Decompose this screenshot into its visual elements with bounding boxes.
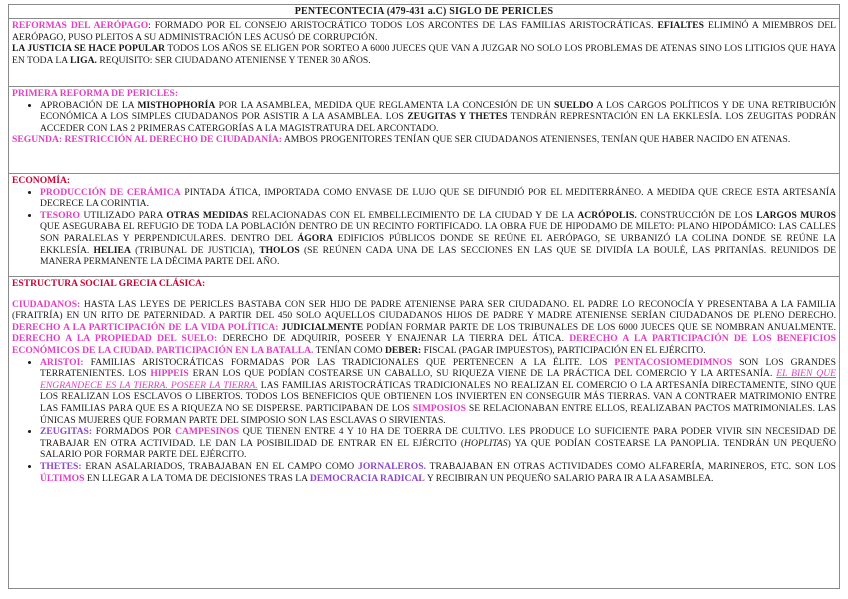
liga-term: LIGA.	[70, 54, 97, 66]
section-economia	[9, 174, 839, 277]
text: ERAN LOS QUE PODÍAN COSTEARSE UN CABALLO, SU RIQUEZA VIENE DE LA PRÁCTICA DEL COMERCIO Y LA ARTESANÍA.	[188, 368, 777, 380]
text: PODÍAN FORMAR PARTE DE LOS TRIBUNALES DE LOS 6000 JUECES QUE SE NOMBRAN ANUALMENTE.	[363, 321, 836, 333]
document-page	[8, 4, 840, 589]
list-item	[40, 210, 836, 268]
section-estructura-social	[9, 277, 839, 589]
tesoro-term: TESORO	[40, 209, 80, 221]
text: (TRIBUNAL DE JUSTICIA),	[130, 244, 260, 256]
misthophoria-term: MISTHOPHORÍA	[137, 99, 216, 111]
list-item	[40, 100, 836, 135]
justicia-paragraph	[12, 43, 836, 66]
otras-medidas-term: OTRAS MEDIDAS	[166, 209, 249, 221]
derecho-beneficios-term: DERECHO A LA PARTICIPACIÓN DE LOS BENEFICIOS ECONÓMICOS DE LA CIUDAD. PARTICIPACIÓN EN LA BATALLA.	[12, 333, 836, 356]
acropolis-term: ACRÓPOLIS.	[577, 209, 637, 221]
hippeis-term: HIPPEIS	[150, 368, 189, 380]
estructura-heading	[12, 278, 836, 290]
hoplitas-term: HOPLITAS	[464, 437, 508, 449]
text: TRABAJABAN EN OTRAS ACTIVIDADES COMO ALFARERÍA, MARINEROS, ETC. SON LOS	[426, 460, 837, 472]
zeugitas-thetes-term: ZEUGITAS Y THETES	[407, 111, 508, 123]
bien-tierra-quote: EL BIEN QUE ENGRANDECE ES LA TIERRA. POSEER LA TIERRA.	[40, 368, 836, 391]
text: REQUISITO: SER CIUDADANO ATENIENSE Y TENER 30 AÑOS.	[96, 54, 371, 66]
justicia-term: LA JUSTICIA SE HACE POPULAR	[12, 43, 166, 55]
text: DERECHO DE ADQUIRIR, POSEER Y ENAJENAR LA TIERRA DEL ÁTICA.	[217, 333, 570, 345]
text: FISCAL (PAGAR IMPUESTOS), PARTICIPACIÓN EN EL EJÉRCITO.	[421, 344, 706, 356]
text: SE RELACIONABAN ENTRE ELLOS, REALIZABAN PACTOS MATRIMONIALES. LAS ÚNICAS MUJERES QUE FORMAN PARTE DEL SIMPOSIO SON LAS ESCLAVAS O SIRVIENTAS.	[40, 402, 836, 426]
reformas-heading: REFORMAS DEL AERÓPAGO	[12, 20, 149, 31]
text: : FORMADO POR EL CONSEJO ARISTOCRÁTICO TODOS LOS ARCONTES DE LAS FAMILIAS ARISTOCRÁTICAS.	[148, 20, 658, 31]
ultimos-term: ÚLTIMOS	[40, 472, 85, 484]
list-item	[40, 357, 836, 427]
deber-term: DEBER:	[384, 344, 422, 356]
aristoi-term: ARISTOI:	[40, 356, 84, 368]
text: ) YA QUE PODÍAN COSTEARSE LA PANOPLIA. TENDRÁN UN PEQUEÑO SALARIO POR FORMAR PARTE DEL EJÉRCITO.	[40, 437, 836, 461]
text: SON LOS GRANDES TERRATENIENTES. LOS	[40, 356, 836, 380]
agora-term: ÁGORA	[297, 232, 334, 244]
list-item	[40, 187, 836, 210]
spacer	[12, 290, 836, 299]
text: POR LA ASAMBLEA, MEDIDA QUE REGLAMENTA LA CONCESIÓN DE UN	[215, 99, 554, 111]
text: HASTA LAS LEYES DE PERICLES BASTABA CON SER HIJO DE PADRE ATENIENSE PARA SER CIUDADANO. EL PADRE LO RECONOCÍA Y PRESENTABA A LA FAMILIA (FRAITRÍA) EN UN RITO DE PATERNIDAD. A PARTIR DEL 450 SOLO AQUELLOS CIUDADANOS HIJOS DE PADRE Y MADRE ATENIENSE SERÍAN CIUDADANOS DE PLENO DERECHO.	[12, 298, 836, 322]
text: AMBOS PROGENITORES TENÍAN QUE SER CIUDADANOS ATENIENSES, TENÍAN QUE HABER NACIDO EN ATENAS.	[282, 134, 791, 146]
text: UTILIZADO PARA	[80, 209, 167, 221]
text: ERAN ASALARIADOS, TRABAJABAN EN EL CAMPO COMO	[81, 460, 359, 472]
text: A LOS CARGOS POLÍTICOS Y DE UNA RETRIBUCIÓN ECONÓMICA A LOS SIMPLES CIUDADANOS POR ASISTIR A LA ASAMBLEA. LOS	[40, 99, 836, 123]
text: TENÍAN COMO	[313, 344, 385, 356]
text: LAS FAMILIAS ARISTOCRÁTICAS TRADICIONALES NO REALIZAN EL COMERCIO O LA ARTESANÍA DIRECTAMENTE, SINO QUE LOS REALIZAN LOS ESCLAVOS O LIBERTOS. TODOS LOS BENEFICIOS QUE OBTIENEN LOS INVIERTEN EN CONSEGUIR MÁS TIERRAS. VAN A CONTRAER MATRIMONIO ENTRE LAS FAMILIAS PARA QUE ES A RIQUEZA NO SE DISPERSE. PARTICIPABAN DE LOS	[40, 379, 836, 414]
thetes-term: THETES:	[40, 460, 82, 472]
democracia-radical-term: DEMOCRACIA RADICAL	[309, 472, 425, 484]
reformas-paragraph	[12, 20, 836, 43]
segunda-heading: SEGUNDA: RESTRICCIÓN AL DERECHO DE CIUDADANÍA:	[12, 134, 282, 146]
ciudadanos-term: CIUDADANOS:	[12, 298, 81, 310]
jornaleros-term: JORNALEROS.	[358, 460, 426, 472]
text: QUE TIENEN ENTRE 4 Y 10 HA DE TOERRA DE CULTIVO. LES PRODUCE LO SUFICIENTE PARA PODER VIVIR SIN NECESIDAD DE TRABAJAR EN OTRA ACTIVIDAD. LE DAN LA POSIBILIDAD DE ENTRAR EN EL EJÉRCITO (	[40, 426, 837, 449]
section-reformas	[9, 19, 839, 87]
primera-heading	[12, 88, 836, 100]
sueldo-term: SUELDO	[553, 99, 594, 111]
tholos-term: THOLOS	[259, 244, 300, 256]
estructura-heading-text: ESTRUCTURA SOCIAL GRECIA CLÁSICA:	[12, 278, 206, 289]
text: APROBACIÓN DE LA	[40, 99, 138, 111]
text: (SE REÚNEN CADA UNA DE LAS SECCIONES EN LAS QUE SE DIVIDÍA LA BOULÉ, LAS PRITANÍAS. REUNIDOS DE MANERA PERMANENTE LA DÉCIMA PARTE DEL AÑO.	[40, 244, 836, 268]
text: Y RECIBIRAN UN PEQUEÑO SALARIO PARA IR A LA ASAMBLEA.	[424, 472, 714, 484]
text: FAMILIAS ARISTOCRÁTICAS FORMADAS POR LAS TRADICIONALES QUE PERTENECEN A LA ÉLITE. LOS	[83, 356, 615, 368]
estructura-list	[12, 357, 836, 485]
ceramica-term: PRODUCCIÓN DE CERÁMICA	[40, 186, 181, 198]
text: TENDRÁN REPRESNTACIÓN EN LA EKKLESÍA. LOS ZEUGITAS PODRÁN ACCEDER CON LAS 2 PRIMERAS CATERGORÍAS A LA MAGISTRATURA DEL ARCONTADO.	[40, 111, 836, 134]
economia-heading-text: ECONOMÍA:	[12, 175, 71, 186]
text: QUE ASEGURABA EL REFUGIO DE TODA LA POBLACIÓN DENTRO DE UN RECINTO FORTIFICADO. LA OBRA FUE DE HIPODAMO DE MILETO: PLANO HIPODÁMICO: LAS CALLES SON PARALELAS Y PERPENDICULARES. DENTRO DEL	[40, 221, 836, 244]
text: CONSTRUCCIÓN DE LOS	[636, 209, 757, 221]
efialtes-term: EFIALTES	[657, 20, 705, 31]
derecho-participacion-term: DERECHO A LA PARTICIPACIÓN DE LA VIDA POLÍTICA:	[12, 321, 279, 333]
judicialmente-term: JUDICIALMENTE	[278, 321, 364, 333]
campesinos-term: CAMPESINOS	[175, 426, 240, 438]
text: RELACIONADAS CON EL EMBELLECIMIENTO DE LA CIUDAD Y DE LA	[248, 209, 578, 221]
economia-heading	[12, 175, 836, 187]
heliea-term: HELIEA	[93, 244, 131, 256]
economia-list	[12, 187, 836, 268]
primera-heading-text: PRIMERA REFORMA DE PERICLES:	[12, 88, 179, 99]
page-title: PENTECONTECIA (479-431 a.C) SIGLO DE PERICLES	[9, 5, 839, 19]
primera-list	[12, 100, 836, 135]
text: PINTADA ÁTICA, IMPORTADA COMO ENVASE DE LUJO QUE SE DIFUNDIÓ POR EL MEDITERRÁNEO. A MEDIDA QUE CRECE ESTA ARTESANÍA DECRECE LA CORINTIA.	[40, 186, 836, 210]
section-primera-reforma	[9, 87, 839, 174]
pentacosiomedimnos-term: PENTACOSIOMEDIMNOS	[614, 356, 733, 368]
list-item	[40, 426, 836, 461]
derecho-propiedad-term: DERECHO A LA PROPIEDAD DEL SUELO:	[12, 333, 218, 345]
text: TODOS LOS AÑOS SE ELIGEN POR SORTEO A 6000 JUECES QUE VAN A JUZGAR NO SOLO LOS PROBLEMAS DE ATENAS SINO LOS LITIGIOS QUE HAYA EN TODA LA	[12, 43, 836, 66]
list-item	[40, 461, 836, 484]
text: EN LLEGAR A LA TOMA DE DECISIONES TRAS LA	[84, 472, 310, 484]
ciudadanos-paragraph	[12, 299, 836, 357]
zeugitas-term: ZEUGITAS:	[40, 426, 93, 438]
text: ELIMINÓ A MIEMBROS DEL AERÓPAGO, PUSO PLEITOS A SU ADMINISTRACIÓN LES ACUSÓ DE CORRUPCIÓN.	[12, 20, 836, 43]
largos-muros-term: LARGOS MUROS	[756, 209, 837, 221]
text: EDIFICIOS PÚBLICOS DONDE SE REÚNE EL AERÓPAGO, SE URBANIZÓ LA COLINA DONDE SE REÚNE LA EKKLESÍA.	[40, 232, 836, 256]
segunda-paragraph	[12, 134, 836, 146]
text: FORMADOS POR	[92, 426, 176, 438]
simposios-term: SIMPOSIOS	[412, 402, 467, 414]
